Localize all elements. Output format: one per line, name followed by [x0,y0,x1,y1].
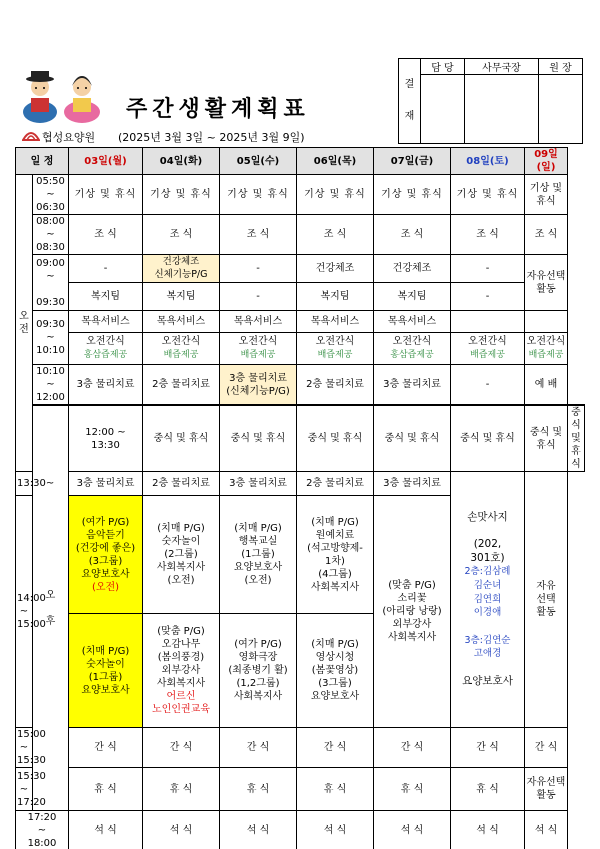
bath-service-cell: 목욕서비스 [143,311,220,333]
wake-rest-cell: 기상 및 휴식 [451,175,525,215]
day-header-mon: 03일(월) [69,148,143,175]
pm-snack-cell: 간 식 [525,728,568,768]
program-cell-wed-a: (치매 P/G) 행복교실 (1그룹) 요양보호사 (오전) [220,496,297,614]
am-snack-cell: 오전간식 배즙제공 [451,333,525,365]
hand-massage-cell: 손맛사지 (202, 301호) 2층:김삼례 김순녀 김연희 이경애 3층:김연순 고애경 요양보호사 [451,472,525,728]
wake-rest-cell: 기상 및 휴식 [374,175,451,215]
signature-staff[interactable] [421,75,465,144]
time-slot: 09:30 ~ 10:10 [33,311,69,365]
time-slot: 14:00 ~ 15:00 [16,496,33,728]
dinner-cell: 석 식 [525,811,568,849]
am-snack-cell: 오전간식 배즙제공 [525,333,568,365]
program-cell-mon-b: (치매 P/G) 숫자놀이 (1그룹) 요양보호사 [69,614,143,728]
pm-snack-cell: 간 식 [451,728,525,768]
time-slot: 10:10 ~ 12:00 [33,365,69,406]
signature-manager[interactable] [464,75,538,144]
time-slot: 17:20 ~ 18:00 [16,811,69,849]
signature-director[interactable] [539,75,583,144]
approval-role-staff: 담 당 [421,59,465,75]
free-activity-cell: 자유선택 활동 [525,255,568,311]
time-slot: 09:00 ~ 09:30 [33,255,69,311]
wake-rest-cell: 기상 및 휴식 [297,175,374,215]
program-cell-tue-b: (맞춤 P/G) 오감나무 (봄의풍경) 외부강사 사회복지사 어르신 노인인권교육 [143,614,220,728]
time-slot: 15:30 ~ 17:20 [16,768,33,811]
program-cell-mon-a: (여가 P/G) 음악듣기 (건강에 좋은) (3그룹) 요양보호사 (오전) [69,496,143,614]
wake-rest-cell: 기상 및 휴식 [143,175,220,215]
welfare-team-cell: 복지팀 [374,283,451,311]
pm-snack-cell: 간 식 [297,728,374,768]
pm-snack-cell: 간 식 [69,728,143,768]
breakfast-cell: 조 식 [525,215,568,255]
day-header-fri: 07일(금) [374,148,451,175]
pm-snack-cell: 간 식 [143,728,220,768]
free-activity-cell: 자유선택 활동 [525,768,568,811]
rest-cell: 휴 식 [297,768,374,811]
exercise-cell: 건강체조 [297,255,374,283]
table-row [16,311,585,333]
am-snack-cell: 오전간식 배즙제공 [220,333,297,365]
physio-cell: 3층 물리치료 [374,365,451,406]
approval-label: 결 재 [399,59,421,144]
am-snack-cell: 오전간식 홍삼즙제공 [374,333,451,365]
dinner-cell: 석 식 [69,811,143,849]
table-row [16,255,585,283]
pm-snack-cell: 간 식 [220,728,297,768]
day-header-tue: 04일(화) [143,148,220,175]
program-cell-thu-b: (치매 P/G) 영상시청 (봄꽃영상) (3그룹) 요양보호사 [297,614,374,728]
organization-name: 협성요양원 [42,131,96,144]
exercise-program-cell: 건강체조 신체기능P/G [143,255,220,283]
welfare-team-cell: 복지팀 [143,283,220,311]
approval-role-manager: 사무국장 [464,59,538,75]
table-row [16,768,585,811]
lunch-cell: 중식 및 휴식 [297,405,374,472]
breakfast-cell: 조 식 [451,215,525,255]
time-slot: 05:50 ~ 06:30 [33,175,69,215]
physio-cell: 3층 물리치료 [220,472,297,496]
am-snack-cell: 오전간식 배즙제공 [297,333,374,365]
wake-rest-cell: 기상 및 휴식 [220,175,297,215]
physio-cell: 3층 물리치료 [69,472,143,496]
breakfast-cell: 조 식 [374,215,451,255]
table-row [16,728,585,768]
welfare-team-cell: 복지팀 [69,283,143,311]
table-row [16,333,585,365]
empty-cell: - [220,255,297,283]
organization-emblem-icon [22,128,40,142]
empty-cell: - [69,255,143,283]
time-slot: 15:00 ~ 15:30 [17,729,46,766]
corner-header: 일 정 [16,148,69,175]
schedule-period: (2025년 3월 3일 ~ 2025년 3월 9일) [118,131,305,144]
physio-cell: 2층 물리치료 [143,365,220,406]
dinner-cell: 석 식 [220,811,297,849]
program-cell-wed-b: (여가 P/G) 영화극장 (최종병기 활) (1,2그룹) 사회복지사 [220,614,297,728]
day-header-row [16,148,585,175]
pm-snack-cell: 간 식 [374,728,451,768]
empty-cell: - [451,283,525,311]
worship-cell: 예 배 [525,365,568,406]
am-snack-cell: 오전간식 홍삼즙제공 [69,333,143,365]
rest-cell: 휴 식 [451,768,525,811]
program-cell-fri: (맞춤 P/G) 소리꽃 (아리랑 낭랑) 외부강사 사회복지사 [374,496,451,728]
page-title: 주간생활계획표 [126,97,310,122]
breakfast-cell: 조 식 [297,215,374,255]
physio-cell: 3층 물리치료 [69,365,143,406]
empty-cell: - [220,283,297,311]
lunch-cell: 중식 및 휴식 [525,405,568,472]
breakfast-cell: 조 식 [220,215,297,255]
time-slot: 13:30~ [16,472,33,496]
rest-cell: 휴 식 [143,768,220,811]
program-cell-thu-a: (치매 P/G) 원예치료 (석고방향제- 1차) (4그룹) 사회복지사 [297,496,374,614]
lunch-cell: 중식 및 휴식 [374,405,451,472]
time-slot: 08:00 ~ 08:30 [33,215,69,255]
table-row [16,215,585,255]
physio-cell: 2층 물리치료 [297,365,374,406]
sun-free-activity-cell: 자유 선택 활동 [525,472,568,728]
rest-cell: 휴 식 [374,768,451,811]
bath-service-cell: 목욕서비스 [374,311,451,333]
lunch-cell: 중식 및 휴식 [220,405,297,472]
rest-cell: 휴 식 [220,768,297,811]
approval-box [398,58,583,144]
day-header-thu: 06일(목) [297,148,374,175]
physio-cell: 2층 물리치료 [297,472,374,496]
dinner-cell: 석 식 [374,811,451,849]
approval-role-director: 원 장 [539,59,583,75]
welfare-team-cell: 복지팀 [297,283,374,311]
empty-cell [525,311,568,333]
table-row [16,283,585,311]
physio-cell: 2층 물리치료 [143,472,220,496]
dinner-cell: 석 식 [143,811,220,849]
weekly-schedule-table [15,147,585,849]
dinner-cell: 석 식 [297,811,374,849]
empty-cell: - [451,255,525,283]
table-row [16,472,585,496]
am-label: 오 전 [16,175,33,472]
physio-cell: 3층 물리치료 [374,472,451,496]
empty-cell: - [451,365,525,406]
day-header-sun: 09일(일) [525,148,568,175]
wake-rest-cell: 기상 및 휴식 [525,175,568,215]
am-snack-cell: 오전간식 배즙제공 [143,333,220,365]
table-row [16,811,585,849]
dinner-cell: 석 식 [451,811,525,849]
rest-cell: 휴 식 [69,768,143,811]
program-cell-tue-a: (치매 P/G) 숫자놀이 (2그룹) 사회복지사 (오전) [143,496,220,614]
wake-rest-cell: 기상 및 휴식 [69,175,143,215]
exercise-cell: 건강체조 [374,255,451,283]
lunch-cell: 중식 및 휴식 [451,405,525,472]
physio-program-cell: 3층 물리치료 (신체기능P/G) [220,365,297,406]
time-slot: 12:00 ~ 13:30 [69,405,143,472]
empty-cell [451,311,525,333]
pm-label: 오 후 [33,405,69,811]
table-row [16,365,585,406]
breakfast-cell: 조 식 [143,215,220,255]
table-row [16,405,585,472]
bath-service-cell: 목욕서비스 [69,311,143,333]
breakfast-cell: 조 식 [69,215,143,255]
couple-logo-icon [18,62,106,124]
lunch-cell: 중식 및 휴식 [143,405,220,472]
lunch-cell: 중식 및 휴식 [568,405,585,472]
table-row [16,175,585,215]
bath-service-cell: 목욕서비스 [297,311,374,333]
day-header-sat: 08일(토) [451,148,525,175]
day-header-wed: 05일(수) [220,148,297,175]
bath-service-cell: 목욕서비스 [220,311,297,333]
